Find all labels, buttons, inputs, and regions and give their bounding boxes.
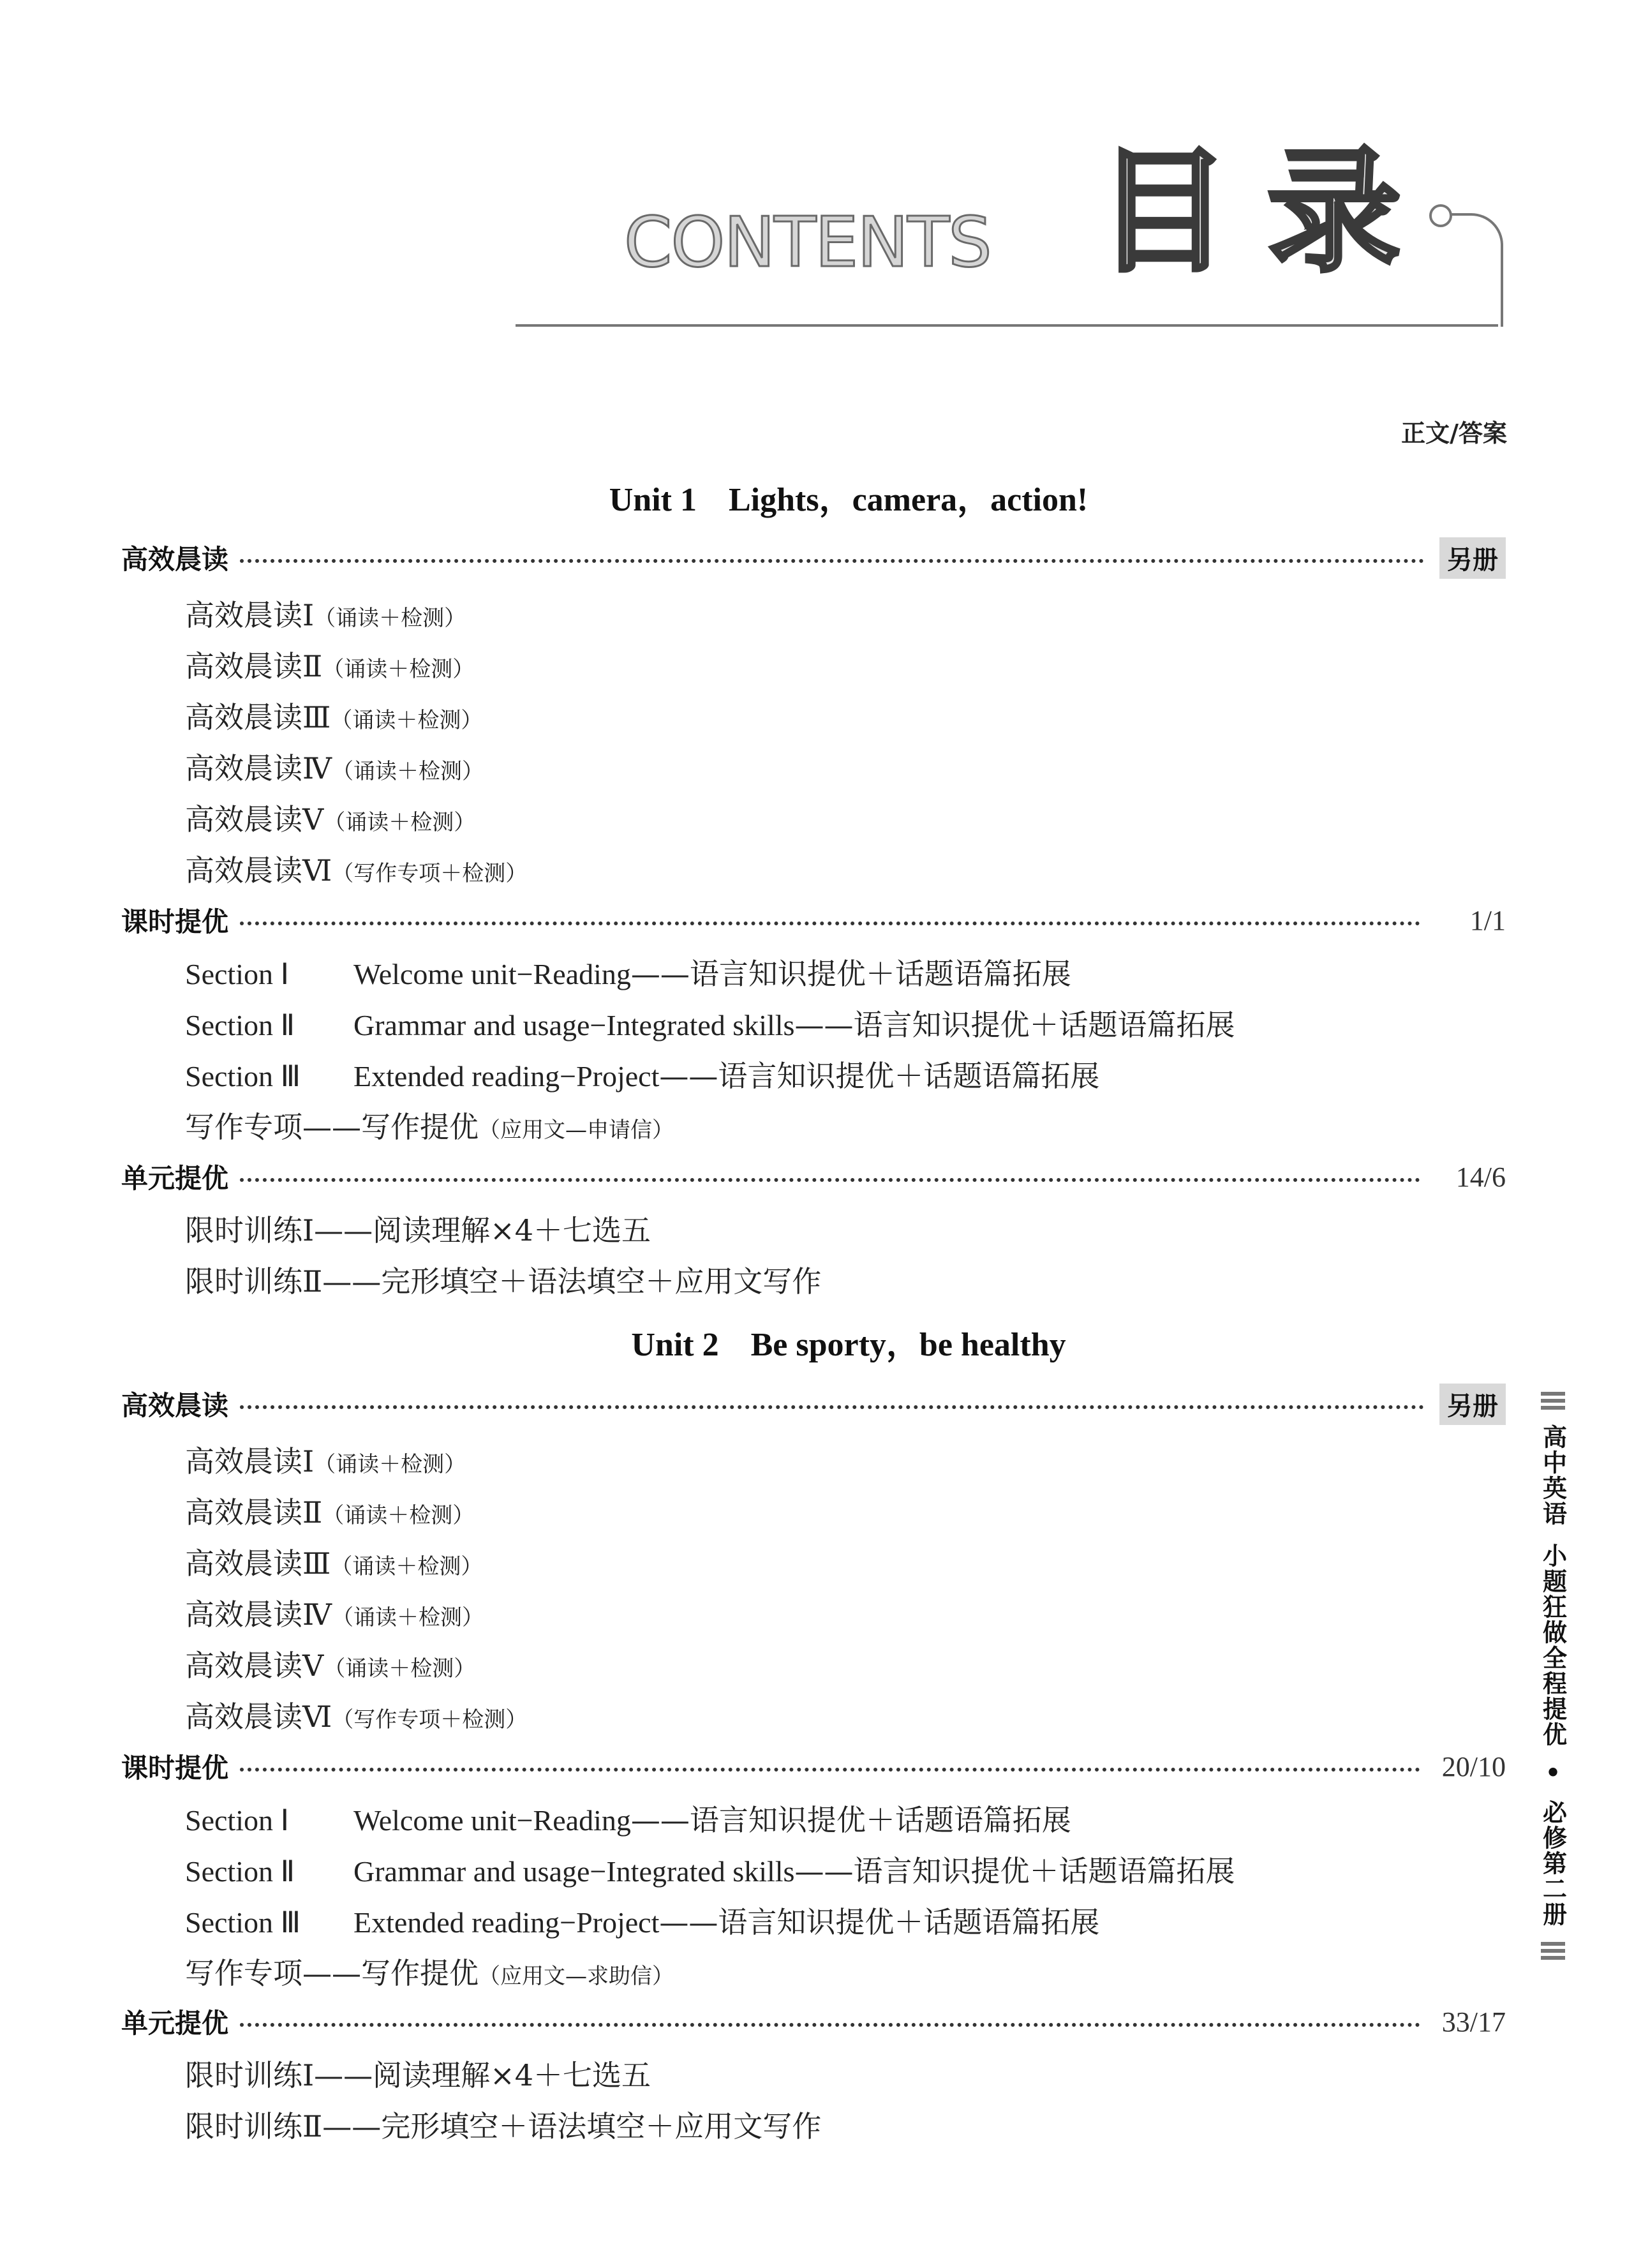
toc-subitem[interactable]: Section Ⅲ Extended reading−Project——语言知识提优＋话题语篇拓展 [185, 1905, 1100, 1939]
toc-subitem[interactable]: Section Ⅰ Welcome unit−Reading——语言知识提优＋话题语篇拓展 [185, 957, 1071, 991]
page-header [0, 0, 1627, 357]
toc-section-label: 课时提优 [121, 906, 229, 937]
toc-subitem[interactable]: 高效晨读Ⅵ（写作专项＋检测） [185, 853, 528, 888]
toc-row-lesson-improve[interactable] [121, 1746, 1506, 1787]
unit-name: Be sporty，be healthy [750, 1327, 1066, 1363]
toc-row-unit-improve[interactable] [121, 2001, 1506, 2042]
toc-subitem[interactable]: 限时训练Ⅰ——阅读理解×4＋七选五 [185, 2058, 651, 2093]
leader-dots [240, 1178, 1420, 1182]
toc-subitem[interactable]: 高效晨读Ⅰ（诵读＋检测） [185, 598, 466, 632]
leader-dots [240, 921, 1420, 925]
unit-1-title [0, 472, 1627, 520]
header-decor-curve [1442, 213, 1503, 327]
page-ref: 另册 [1439, 537, 1506, 579]
toc-subitem[interactable]: Section Ⅲ Extended reading−Project——语言知识提优＋话题语篇拓展 [185, 1059, 1100, 1093]
toc-subitem[interactable]: 高效晨读Ⅲ（诵读＋检测） [185, 700, 483, 735]
toc-subitem[interactable]: Section Ⅱ Grammar and usage−Integrated skills——语言知识提优＋话题语篇拓展 [185, 1008, 1235, 1042]
page-ref: 1/1 [1469, 904, 1506, 936]
toc-subitem[interactable]: 高效晨读Ⅱ（诵读＋检测） [185, 649, 475, 683]
toc-row-unit-improve[interactable] [121, 1156, 1506, 1197]
toc-subitem[interactable]: 高效晨读Ⅵ（写作专项＋检测） [185, 1699, 528, 1734]
toc-section-label: 高效晨读 [121, 544, 229, 575]
spine-series: 小题狂做全程提优 [1538, 1543, 1567, 1747]
page-ref: 33/17 [1441, 2006, 1506, 2038]
answer-column-label: 正文/答案 [1401, 419, 1507, 447]
spine-bars-top [1541, 1389, 1565, 1413]
toc-row-morning-reading[interactable] [121, 1384, 1506, 1424]
toc-subitem[interactable]: 限时训练Ⅱ——完形填空＋语法填空＋应用文写作 [185, 1264, 822, 1299]
spine-subject: 高中英语 [1538, 1424, 1567, 1526]
toc-subitem[interactable]: 限时训练Ⅰ——阅读理解×4＋七选五 [185, 1213, 651, 1248]
leader-dots [240, 1405, 1424, 1409]
page-ref: 另册 [1439, 1384, 1506, 1425]
book-spine-label [1534, 1389, 1572, 2065]
header-decor-circle [1429, 204, 1452, 227]
unit-name: Lights，camera，action! [729, 482, 1088, 518]
toc-subitem[interactable]: 高效晨读Ⅳ（诵读＋检测） [185, 1597, 484, 1632]
mulu-char-2: 录 [1267, 134, 1402, 290]
toc-row-morning-reading[interactable] [121, 537, 1506, 578]
toc-section-label: 单元提优 [121, 2008, 229, 2039]
unit-number: Unit 1 [609, 482, 697, 518]
toc-subitem[interactable]: 高效晨读Ⅰ（诵读＋检测） [185, 1444, 466, 1479]
spine-dot: • [1539, 1759, 1567, 1788]
spine-bars-bottom [1541, 1939, 1565, 1963]
toc-subitem[interactable]: 高效晨读Ⅴ（诵读＋检测） [185, 1648, 476, 1683]
leader-dots [240, 2023, 1420, 2027]
spine-volume: 必修第二册 [1538, 1800, 1567, 1927]
leader-dots [240, 1768, 1420, 1772]
toc-subitem[interactable]: 高效晨读Ⅴ（诵读＋检测） [185, 802, 476, 837]
toc-subitem[interactable]: 写作专项——写作提优（应用文—申请信） [185, 1110, 674, 1144]
toc-subitem[interactable]: 高效晨读Ⅱ（诵读＋检测） [185, 1495, 475, 1530]
page-ref: 14/6 [1455, 1161, 1506, 1193]
toc-subitem[interactable]: Section Ⅱ Grammar and usage−Integrated skills——语言知识提优＋话题语篇拓展 [185, 1854, 1235, 1888]
toc-subitem[interactable]: 高效晨读Ⅳ（诵读＋检测） [185, 751, 484, 786]
toc-subitem[interactable]: 高效晨读Ⅲ（诵读＋检测） [185, 1546, 483, 1581]
toc-subitem[interactable]: 写作专项——写作提优（应用文—求助信） [185, 1956, 674, 1990]
toc-subitem[interactable]: 限时训练Ⅱ——完形填空＋语法填空＋应用文写作 [185, 2109, 822, 2144]
toc-section-label: 课时提优 [121, 1752, 229, 1784]
unit-2-title [0, 1317, 1627, 1365]
page-ref: 20/10 [1441, 1750, 1506, 1782]
contents-title: CONTENTS [624, 203, 991, 283]
mulu-char-1: 目 [1096, 134, 1231, 290]
toc-row-lesson-improve[interactable] [121, 900, 1506, 941]
leader-dots [240, 559, 1424, 563]
toc-section-label: 高效晨读 [121, 1390, 229, 1421]
toc-section-label: 单元提优 [121, 1163, 229, 1194]
header-divider [516, 324, 1498, 327]
toc-subitem[interactable]: Section Ⅰ Welcome unit−Reading——语言知识提优＋话题语篇拓展 [185, 1803, 1071, 1837]
unit-number: Unit 2 [631, 1327, 719, 1363]
